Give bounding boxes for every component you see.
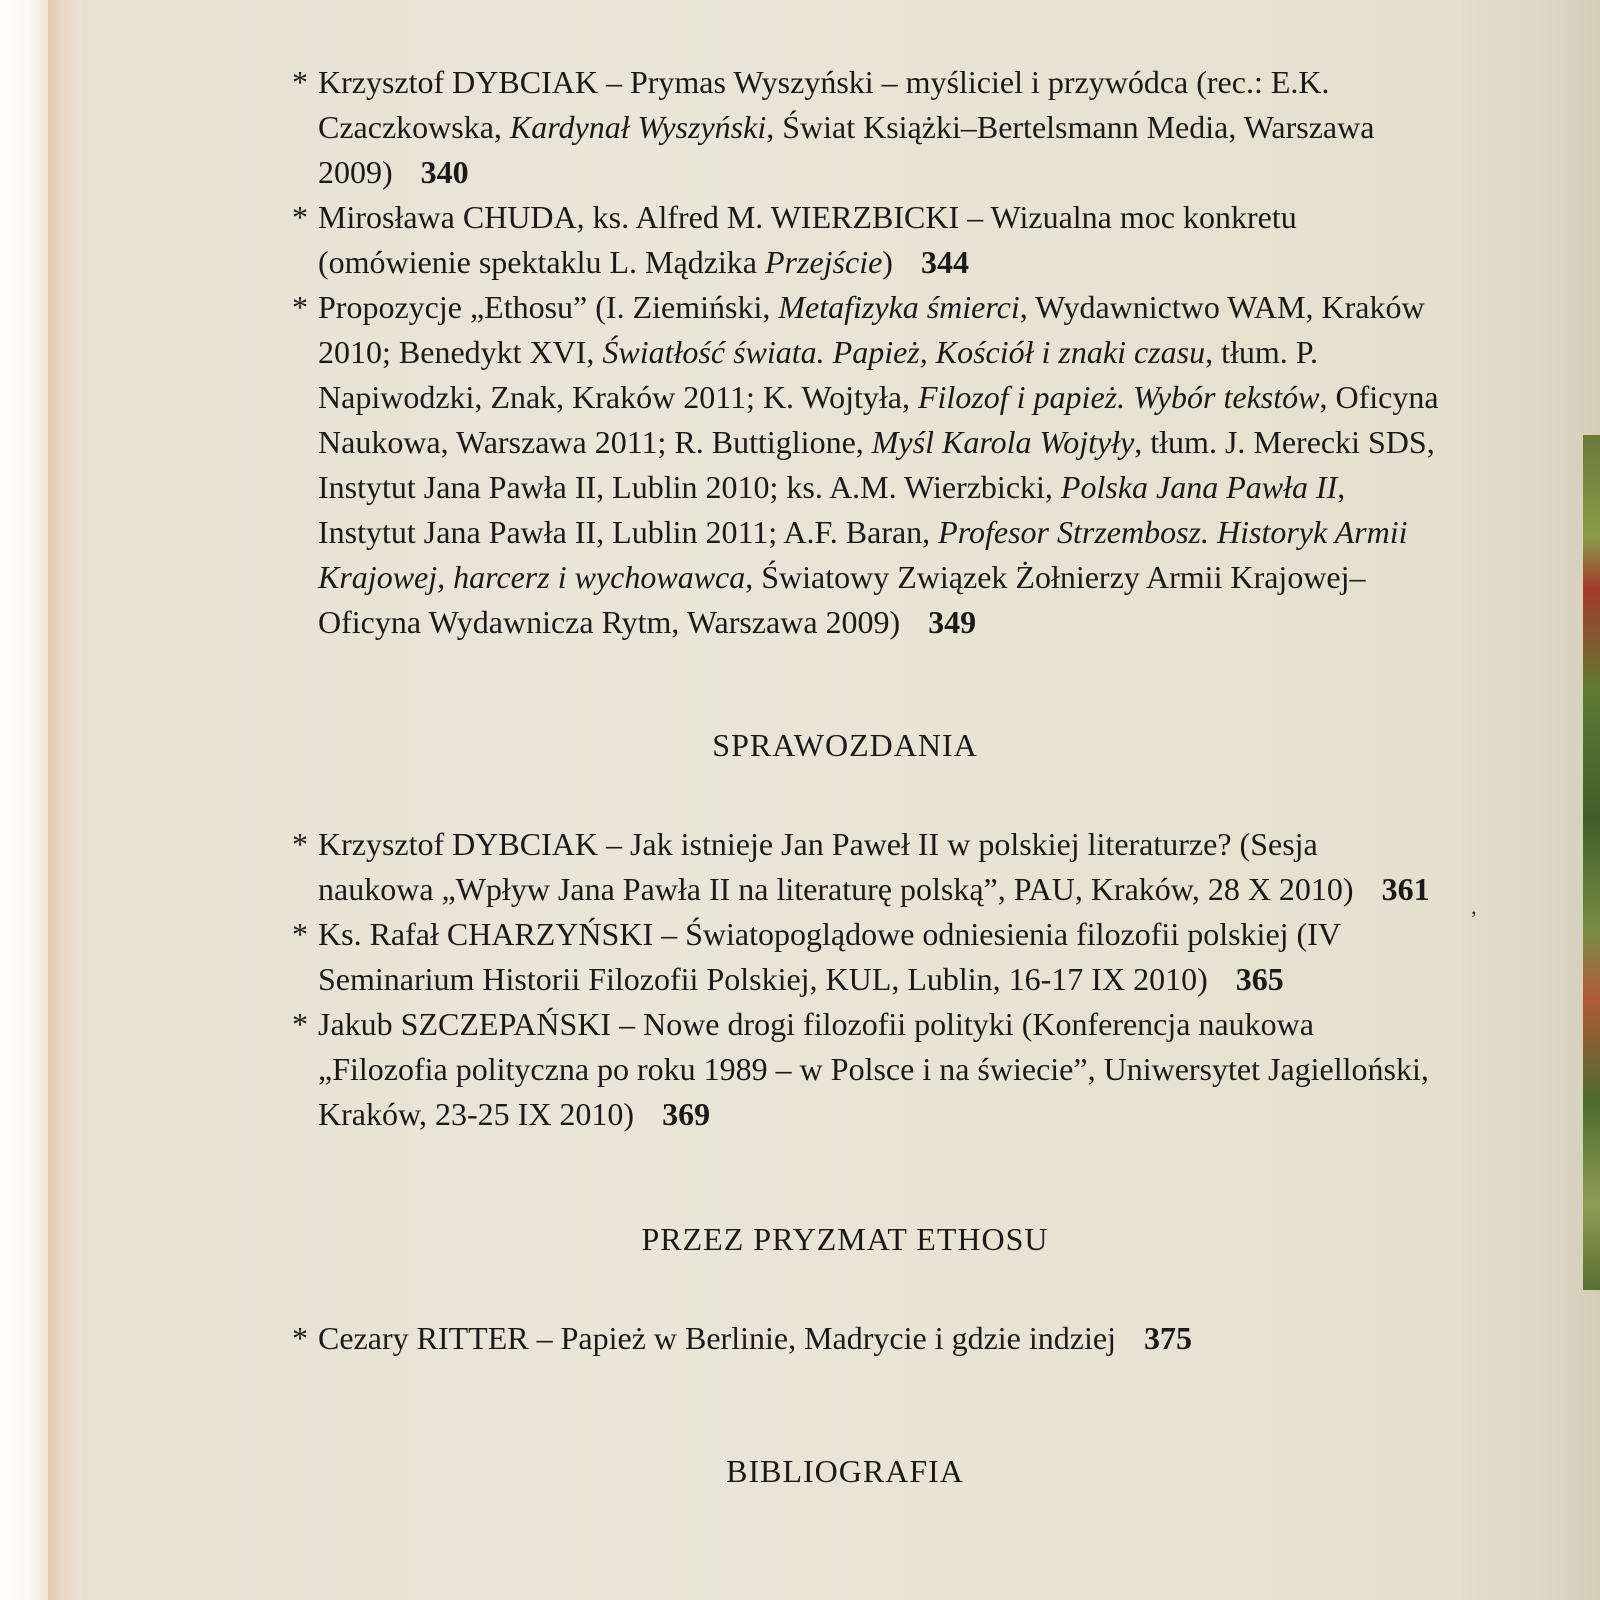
page-number: 361 [1381,871,1430,907]
entry-text: Ks. Rafał CHARZYŃSKI – Światopoglądowe odniesienia filozofii polskiej (IV Seminarium Historii Filozofii Polskiej, KUL, Lublin, 16-17 IX 2010) [318,916,1341,997]
entry-text: Krzysztof DYBCIAK – Jak istnieje Jan Paweł II w polskiej literaturze? (Sesja naukowa „Wpływ Jana Pawła II na literaturę polską”, PAU, Kraków, 28 X 2010) [318,826,1354,907]
bullet-star: * [292,1320,308,1356]
entry-text: , Instytut Jana Pawła II, Lublin 2011; A.F. Baran, [318,469,1346,550]
bullet-star: * [292,916,308,952]
book-title: Światłość świata. Papież, Kościół i znaki czasu [602,334,1206,370]
bullet-star: * [292,826,308,862]
book-title: Metafizyka śmierci [778,289,1020,325]
toc-entry-szczepanski [280,1002,1440,1137]
bullet-star: * [292,199,308,235]
bullet-star: * [292,64,308,100]
toc-entry-dybciak-review [280,60,1440,195]
page-number: 349 [928,604,977,640]
right-gutter [1462,0,1600,1600]
page-edge [48,0,82,1600]
stray-mark: ’ [1470,906,1478,931]
entry-text: , Świat Książki–Bertelsmann Media, Warszawa 2009) [318,109,1375,190]
toc-entry-charzynski [280,912,1440,1002]
section-heading-bibliografia: BIBLIOGRAFIA [726,1453,964,1489]
toc-entry-ritter [280,1316,1440,1361]
book-title: Filozof i papież. Wybór tekstów [917,379,1320,415]
entry-text: Jakub SZCZEPAŃSKI – Nowe drogi filozofii polityki (Konferencja naukowa „Filozofia polityczna po roku 1989 – w Polsce i na świecie”, Uniwersytet Jagielloński, Kraków, 23-25 IX 2010) [318,1006,1429,1132]
entry-text: Propozycje „Ethosu” (I. Ziemiński, [318,289,779,325]
entry-text: , tłum. J. Merecki SDS, Instytut Jana Pawła II, Lublin 2010; ks. A.M. Wierzbicki, [318,424,1435,505]
page-number: 369 [662,1096,711,1132]
section-heading-przez-pryzmat: PRZEZ PRYZMAT ETHOSU [641,1221,1049,1257]
entry-text: ) [882,244,893,280]
entry-text: , tłum. P. Napiwodzki, Znak, Kraków 2011; K. Wojtyła, [318,334,1318,415]
page-number: 375 [1143,1320,1192,1356]
facing-page-photo [1583,435,1600,1290]
entry-text: Krzysztof DYBCIAK – Prymas Wyszyński – myśliciel i przywódca (rec.: E.K. Czaczkowska, [318,64,1330,145]
bullet-star: * [292,289,308,325]
entry-title-italic: Kardynał Wyszyński [509,109,767,145]
entry-title-italic: Przejście [764,244,883,280]
page-number: 365 [1235,961,1284,997]
toc-entry-chuda-wierzbicki [280,195,1440,285]
entry-text: Mirosława CHUDA, ks. Alfred M. WIERZBICKI – Wizualna moc konkretu (omówienie spektaklu L. Mądzika [318,199,1297,280]
entry-text: , Oficyna Naukowa, Warszawa 2011; R. Buttiglione, [318,379,1439,460]
table-of-contents [280,60,1440,1490]
book-title: Profesor Strzembosz. Historyk Armii Krajowej, harcerz i wychowawca [318,514,1408,595]
book-title: Polska Jana Pawła II [1060,469,1338,505]
section-heading-sprawozdania: SPRAWOZDANIA [712,727,978,763]
entry-text: , Wydawnictwo WAM, Kraków 2010; Benedykt XVI, [318,289,1425,370]
toc-entry-propozycje [280,285,1440,645]
bullet-star: * [292,1006,308,1042]
entry-text: , Światowy Związek Żołnierzy Armii Krajowej–Oficyna Wydawnicza Rytm, Warszawa 2009) [318,559,1366,640]
page-number: 344 [920,244,969,280]
left-background [0,0,48,1600]
page-number: 340 [420,154,469,190]
entry-text: Cezary RITTER – Papież w Berlinie, Madrycie i gdzie indziej [318,1320,1116,1356]
book-title: Myśl Karola Wojtyły [871,424,1135,460]
toc-entry-dybciak-report [280,822,1440,912]
